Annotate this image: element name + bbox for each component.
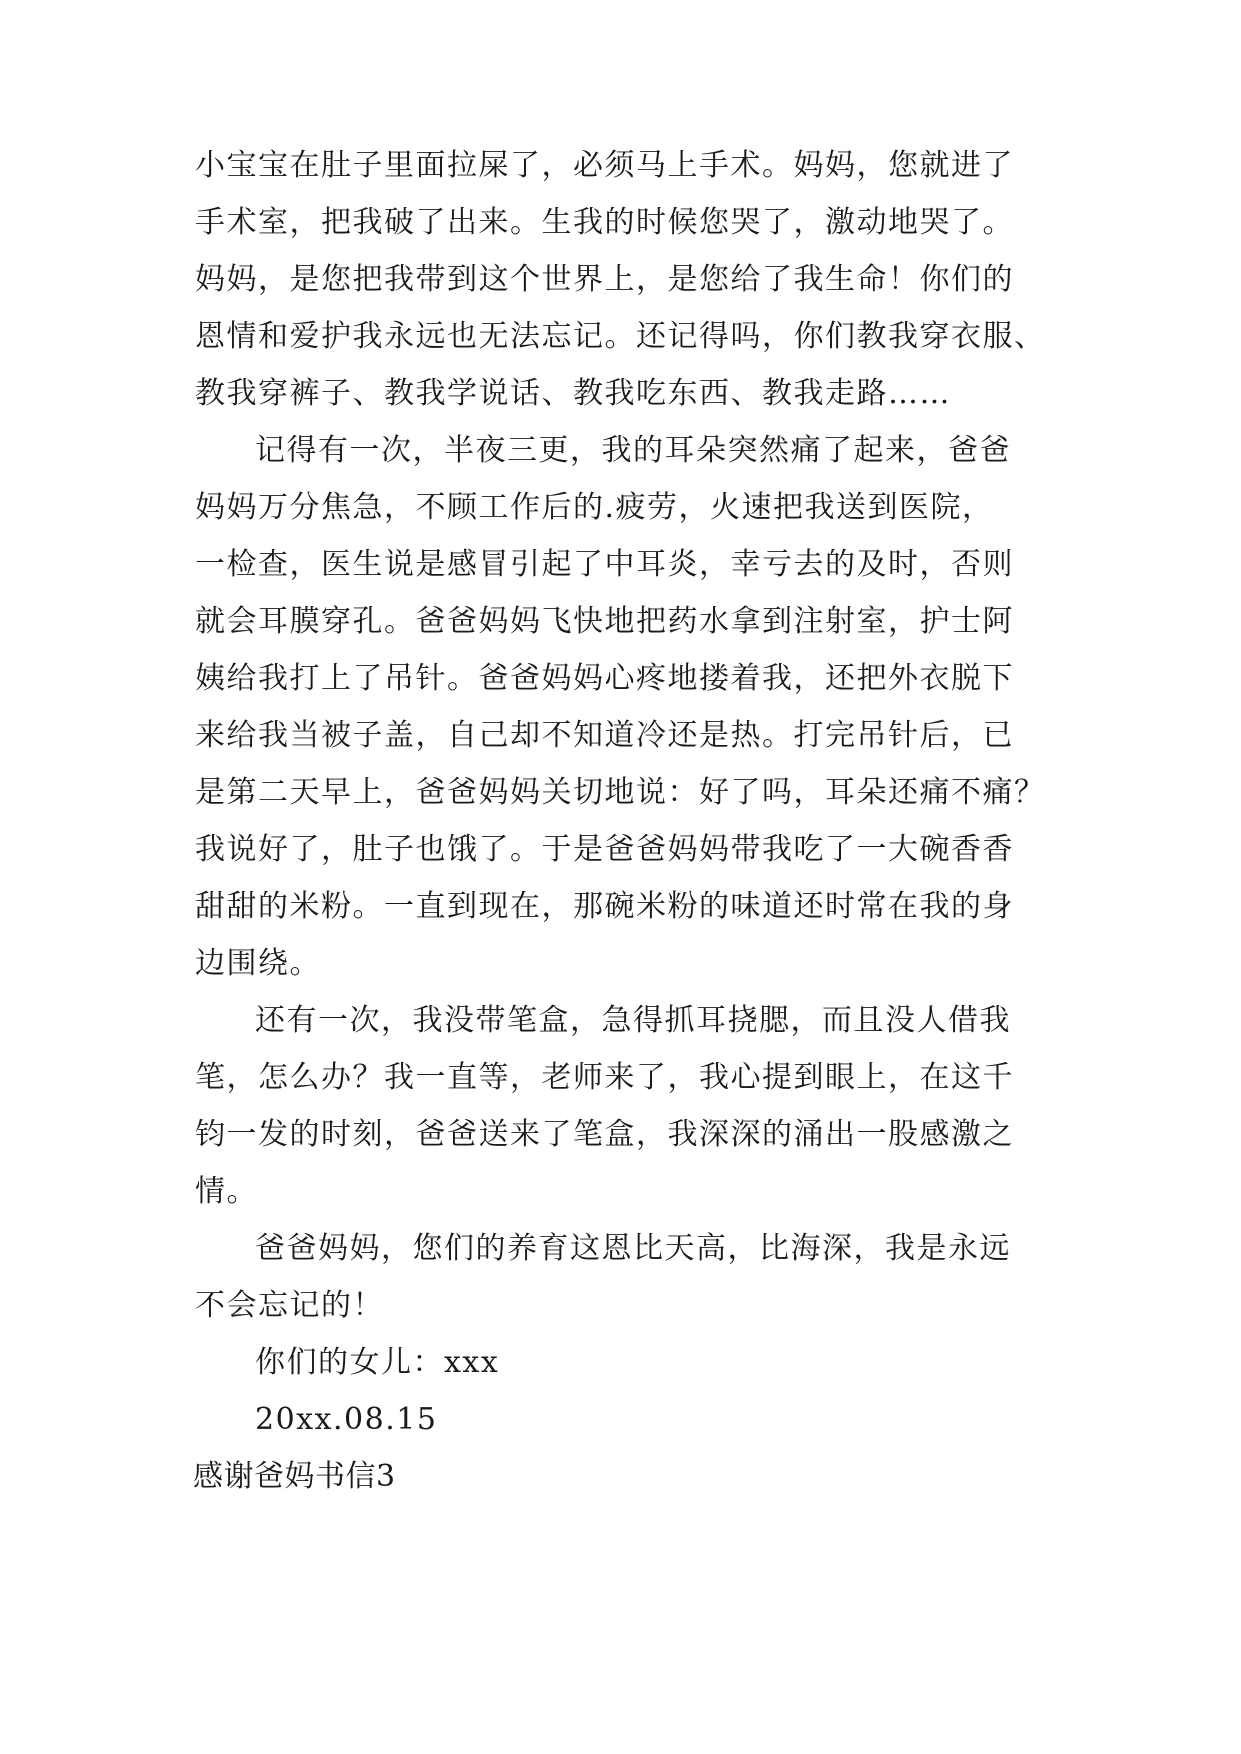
text-line: 手术室，把我破了出来。生我的时候您哭了，激动地哭了。 xyxy=(195,205,1014,240)
section-title: 感谢爸妈书信3 xyxy=(193,1459,396,1494)
signature-line: 你们的女儿：xxx xyxy=(255,1345,500,1380)
text-line: 笔，怎么办？我一直等，老师来了，我心提到眼上，在这千 xyxy=(195,1060,1014,1095)
text-line: 就会耳膜穿孔。爸爸妈妈飞快地把药水拿到注射室，护士阿 xyxy=(195,604,1014,639)
paragraph-start-line: 还有一次，我没带笔盒，急得抓耳挠腮，而且没人借我 xyxy=(255,1003,1011,1038)
text-line: 钧一发的时刻，爸爸送来了笔盒，我深深的涌出一股感激之 xyxy=(195,1117,1014,1152)
paragraph-start-line: 记得有一次，半夜三更，我的耳朵突然痛了起来，爸爸 xyxy=(255,433,1011,468)
text-line: 来给我当被子盖，自己却不知道冷还是热。打完吊针后，已 xyxy=(195,718,1014,753)
text-line: 不会忘记的！ xyxy=(195,1288,384,1323)
text-line: 教我穿裤子、教我学说话、教我吃东西、教我走路…… xyxy=(195,376,951,411)
text-line: 我说好了，肚子也饿了。于是爸爸妈妈带我吃了一大碗香香 xyxy=(195,832,1014,867)
text-line: 恩情和爱护我永远也无法忘记。还记得吗，你们教我穿衣服、 xyxy=(195,319,1046,354)
text-line: 姨给我打上了吊针。爸爸妈妈心疼地搂着我，还把外衣脱下 xyxy=(195,661,1014,696)
text-line: 是第二天早上，爸爸妈妈关切地说：好了吗，耳朵还痛不痛？ xyxy=(195,775,1046,810)
text-line: 妈妈，是您把我带到这个世界上，是您给了我生命！你们的 xyxy=(195,262,1014,297)
text-line: 一检查，医生说是感冒引起了中耳炎，幸亏去的及时，否则 xyxy=(195,547,1014,582)
text-line: 小宝宝在肚子里面拉屎了，必须马上手术。妈妈，您就进了 xyxy=(195,148,1014,183)
text-line: 情。 xyxy=(195,1174,258,1209)
date-line: 20xx.08.15 xyxy=(255,1402,438,1437)
paragraph-start-line: 爸爸妈妈，您们的养育这恩比天高，比海深，我是永远 xyxy=(255,1231,1011,1266)
text-line: 甜甜的米粉。一直到现在，那碗米粉的味道还时常在我的身 xyxy=(195,889,1014,924)
text-line: 妈妈万分焦急，不顾工作后的.疲劳，火速把我送到医院， xyxy=(195,490,994,525)
text-line: 边围绕。 xyxy=(195,946,321,981)
